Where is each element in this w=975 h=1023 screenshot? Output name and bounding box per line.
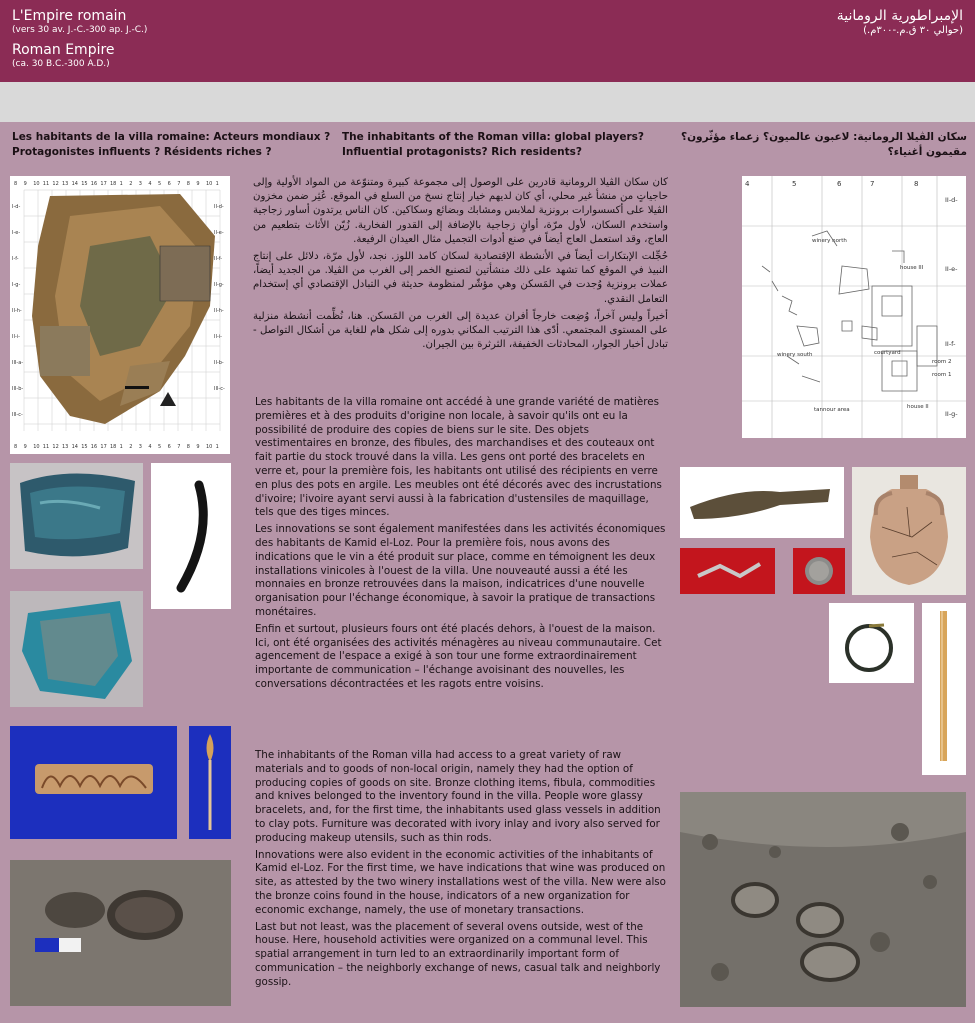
site-plan-col-label: 1 (215, 181, 219, 187)
poster-header (0, 0, 975, 82)
site-plan-row-label: I-d- (12, 204, 21, 210)
en-heading-line2: Influential protagonists? Rich residents? (342, 146, 582, 158)
french-text-block (255, 396, 667, 695)
ivory-stick-photo (922, 603, 966, 775)
ar-dates: (حوالي ٣٠ ق.م.-٣٠٠م.) (863, 25, 963, 36)
site-plan-row-label: II-h- (214, 308, 224, 314)
en-dates: (ca. 30 B.C.-300 A.D.) (12, 59, 110, 69)
french-paragraph-2: Les innovations se sont également manifestées dans les activités économiques des habitants de Kamid el-Loz. Pour la première fois, nous avons des indications que le vin a été produit sur place, comme en témoignent les deux installations vinicoles à l'ouest de la villa. Une nouveauté aussi a été les monnaies en bronze retrouvées dans la maison, indicatrices d'une nouvelle organisation pour l'échange économique, à savoir la pratique de transactions monétaires. (255, 523, 666, 618)
site-plan-col-label: 6 (167, 444, 171, 450)
site-plan-col-label: 18 (110, 444, 117, 450)
villa-plan-row-label: II-e- (945, 265, 958, 273)
label-house-iii: house III (900, 265, 924, 271)
villa-plan-col-label: 5 (792, 180, 797, 188)
site-plan-col-label: 12 (52, 181, 59, 187)
site-plan-col-label: 5 (158, 444, 162, 450)
ar-heading-line1: سكان الڤيلا الرومانية: لاعبون عالميون؟ زعماء مؤثّرون؟ (680, 131, 967, 143)
label-room2: room 2 (932, 359, 952, 365)
english-text-block (255, 749, 667, 993)
villa-plan-row-label: II-g- (945, 410, 958, 418)
site-plan-row-label: II-b- (214, 360, 224, 366)
label-winery-north: winery north (812, 238, 847, 244)
fr-heading-line2: Protagonistes influents ? Résidents riches ? (12, 146, 272, 158)
site-plan-col-label: 8 (186, 444, 190, 450)
site-plan-row-label: I-e- (12, 230, 21, 236)
site-plan-col-label: 9 (196, 181, 200, 187)
site-plan-col-label: 10 (206, 181, 213, 187)
en-heading-line1: The inhabitants of the Roman villa: global players? (342, 131, 644, 143)
fr-heading (12, 130, 330, 160)
site-plan-row-label: II-d- (214, 204, 224, 210)
bronze-bracelet-photo (829, 603, 914, 683)
site-plan-col-label: 8 (14, 181, 18, 187)
site-plan-col-label: 1 (119, 444, 123, 450)
site-plan-col-label: 1 (119, 181, 123, 187)
french-paragraph-3: Enfin et surtout, plusieurs fours ont été placés dehors, à l'ouest de la maison. Ici, ont été organisées des activités ménagères au niveau communautaire. Cet agencement de l'espace a exigé à son tour une forme extraordinairement importante de communication – l'échange avoisinant des nouvelles, les conversations décontractées et les ragots entre voisins. (255, 622, 662, 690)
site-plan-col-label: 8 (186, 181, 190, 187)
bronze-knife-photo (680, 467, 844, 538)
site-aerial-plan (10, 176, 230, 454)
site-plan-col-label: 2 (129, 181, 133, 187)
bronze-coin-photo (793, 548, 845, 594)
site-plan-col-label: 15 (81, 444, 88, 450)
site-plan-col-label: 12 (52, 444, 59, 450)
english-paragraph-1: The inhabitants of the Roman villa had access to a great variety of raw materials and to goods of non-local origin, namely they had the option of producing copies of goods on site. Bronze clothing items, fibula, commodities and knives belonged to the inventory found in the villa. People wore glassy bracelets, and, for the first time, the inhabitants used glass vessels in addition to clay pots. Furniture was decorated with ivory inlay and ivory also served for producing makeup utensils, such as thin rods. (255, 749, 661, 844)
clay-jar-photo (852, 467, 966, 595)
arabic-text-block (253, 176, 668, 355)
glass-fragment-photo-1 (10, 463, 143, 569)
header-left (12, 8, 147, 76)
site-plan-row-label: II-e- (214, 230, 224, 236)
site-plan-col-label: 5 (158, 181, 162, 187)
site-plan-col-label: 4 (148, 444, 152, 450)
en-heading (342, 130, 644, 160)
site-aerial-plan-graphic (10, 176, 230, 454)
arabic-paragraph-2: حُجِّلت الإبتكارات أيضاً في الأنشطة الإقتصادية لسكان كامد اللوز. نجد، لأول مرّة، دلائل على إنتاج النبيذ في الموقع كما تشهد على ذلك منشأتين لتصنيع الخمر إلى الغرب من الڤيلا. من الجديد أيضاً، عملات برونزية وُجدت في المَسكن وهي مؤشّر لمنظومة حديثة في التبادل الإقتصادي أي إستخدام التعامل النقدي. (253, 251, 668, 305)
site-plan-row-label: III-b- (12, 386, 24, 392)
site-plan-row-label: III-c- (214, 386, 225, 392)
site-plan-col-label: 9 (23, 444, 27, 450)
english-paragraph-3: Last but not least, was the placement of several ovens outside, west of the house. Here, household activities were organized on a communal level. This spatial arrangement in turn led to an extraordinarily important form of communication – the neighborly exchange of news, casual talk and neighborly gossip. (255, 920, 661, 988)
ar-heading (680, 130, 967, 160)
site-plan-row-label: II-g- (214, 282, 224, 288)
villa-plan-col-label: 8 (914, 180, 919, 188)
site-plan-col-label: 17 (100, 444, 107, 450)
villa-plan-col-label: 4 (745, 180, 750, 188)
site-plan-row-label: II-i- (214, 334, 222, 340)
site-plan-col-label: 3 (138, 444, 142, 450)
site-plan-col-label: 10 (33, 444, 40, 450)
divider-strip (0, 82, 975, 122)
site-plan-col-label: 11 (42, 444, 50, 450)
ar-title: الإمبراطورية الرومانية (836, 8, 963, 24)
site-plan-row-label: III-c- (12, 412, 23, 418)
french-paragraph-1: Les habitants de la villa romaine ont accédé à une grande variété de matières premières et à des produits d'origine non locale, à savoir qu'ils ont eu la possibilité de produire des copies de biens sur le site. Des objets vestimentaires en bronze, des fibules, des marchandises et des couteaux ont fait partie du stock trouvé dans la villa. Les gens ont porté des bracelets en verre et, pour la première fois, les habitants ont utilisé des récipients en verre en plus des pots en argile. Les meubles ont été décorés avec des incrustations d'ivoire; l'ivoire ayant servi aussi à la fabrication d'ustensiles de maquillage, tels que des tiges minces. (255, 396, 662, 519)
ovens-site-photo (680, 792, 966, 1007)
header-right (837, 8, 963, 37)
ivory-rod-photo (189, 726, 231, 839)
site-plan-col-label: 15 (81, 181, 88, 187)
label-tannour: tannour area (814, 407, 850, 413)
site-plan-col-label: 2 (129, 444, 133, 450)
site-plan-col-label: 16 (90, 181, 98, 187)
en-title: Roman Empire (12, 42, 115, 58)
fibula-photo (680, 548, 775, 594)
site-plan-col-label: 14 (71, 181, 78, 187)
poster-body (0, 122, 975, 1023)
label-winery-south: winery south (777, 352, 813, 358)
fr-heading-line1: Les habitants de la villa romaine: Acteurs mondiaux ? (12, 131, 331, 143)
site-plan-col-label: 3 (138, 181, 142, 187)
site-plan-col-label: 13 (62, 181, 69, 187)
site-plan-col-label: 8 (14, 444, 18, 450)
villa-plan-row-label: II-d- (945, 196, 958, 204)
site-plan-col-label: 4 (148, 181, 152, 187)
site-plan-col-label: 1 (215, 444, 219, 450)
site-plan-col-label: 9 (196, 444, 200, 450)
glass-fragment-photo-2 (10, 591, 143, 707)
site-plan-col-label: 7 (177, 444, 181, 450)
site-plan-row-label: II-i- (12, 334, 20, 340)
glass-bracelet-photo (151, 463, 231, 609)
site-plan-row-label: I-g- (12, 282, 21, 288)
villa-plan-graphic (742, 176, 966, 438)
villa-plan-row-label: II-f- (945, 340, 956, 348)
site-plan-col-label: 6 (167, 181, 171, 187)
site-plan-col-label: 7 (177, 181, 181, 187)
site-plan-col-label: 9 (23, 181, 27, 187)
arabic-paragraph-3: أخيراً وليس آخراً، وُضِعت خارجاً أفران عديدة إلى الغرب من المَسكن. هنا، نُظِّمت أنشطة منزلية على المستوى المجتمعي. أدّى هذا الترتيب المكاني بدوره إلى شكل هام للغاية من أشكال التواصل - تبادل أخبار الجوار، المحادثات الخفيفة، الثرثرة بين الجيران. (253, 310, 668, 351)
site-plan-row-label: I-f- (12, 256, 19, 262)
villa-plan (742, 176, 966, 438)
site-plan-row-label: III-a- (12, 360, 24, 366)
site-plan-row-label: II-f- (214, 256, 223, 262)
site-plan-col-label: 18 (110, 181, 117, 187)
site-plan-col-label: 10 (206, 444, 213, 450)
villa-plan-col-label: 6 (837, 180, 842, 188)
label-room1: room 1 (932, 372, 952, 378)
arabic-paragraph-1: كان سكان الڤيلا الرومانية قادرين على الوصول إلى مجموعة كبيرة ومتنوّعة من المواد الأولية وإلى حاجياتٍ من منشأ غير محلي، أي كان لديهم خيار إنتاج نسخ من السلع في الموقع. عُثِر ضمن مخزون الڤيلا على أكسسوارات برونزية لملابس ومشابك وبضائع وسكاكين. كان الناس يرتدون أساور زجاجية واستخدم السكان، لأول مرّة، أوانٍ زجاجية بالإضافة إلى القدور الفخارية. زُيّن الأثاث بتطعيم من العاج، وقد استعمل العاج أيضاً في صنع أدوات التجميل مثال العيدان الرفيعة. (253, 177, 668, 245)
oven-excavation-photo (10, 860, 231, 1006)
villa-plan-col-label: 7 (870, 180, 875, 188)
site-plan-col-label: 14 (71, 444, 78, 450)
label-house-ii: house II (907, 404, 929, 410)
site-plan-col-label: 11 (42, 181, 50, 187)
ar-heading-line2: مقيمون أغنياء؟ (887, 146, 967, 158)
site-plan-row-label: II-h- (12, 308, 22, 314)
fr-dates: (vers 30 av. J.-C.-300 ap. J.-C.) (12, 25, 148, 35)
ivory-inlay-photo (10, 726, 177, 839)
english-paragraph-2: Innovations were also evident in the economic activities of the inhabitants of Kamid el-Loz. For the first time, we have indications that wine was produced on site, as attested by the two winery installations west of the villa. New were also the bronze coins found in the house, indicators of a new organization for economic exchange, namely, the use of monetary transactions. (255, 848, 666, 916)
site-plan-col-label: 10 (33, 181, 40, 187)
site-plan-col-label: 13 (62, 444, 69, 450)
site-plan-col-label: 16 (90, 444, 98, 450)
site-plan-col-label: 17 (100, 181, 107, 187)
label-courtyard: courtyard (874, 350, 901, 356)
fr-title: L'Empire romain (12, 8, 127, 24)
